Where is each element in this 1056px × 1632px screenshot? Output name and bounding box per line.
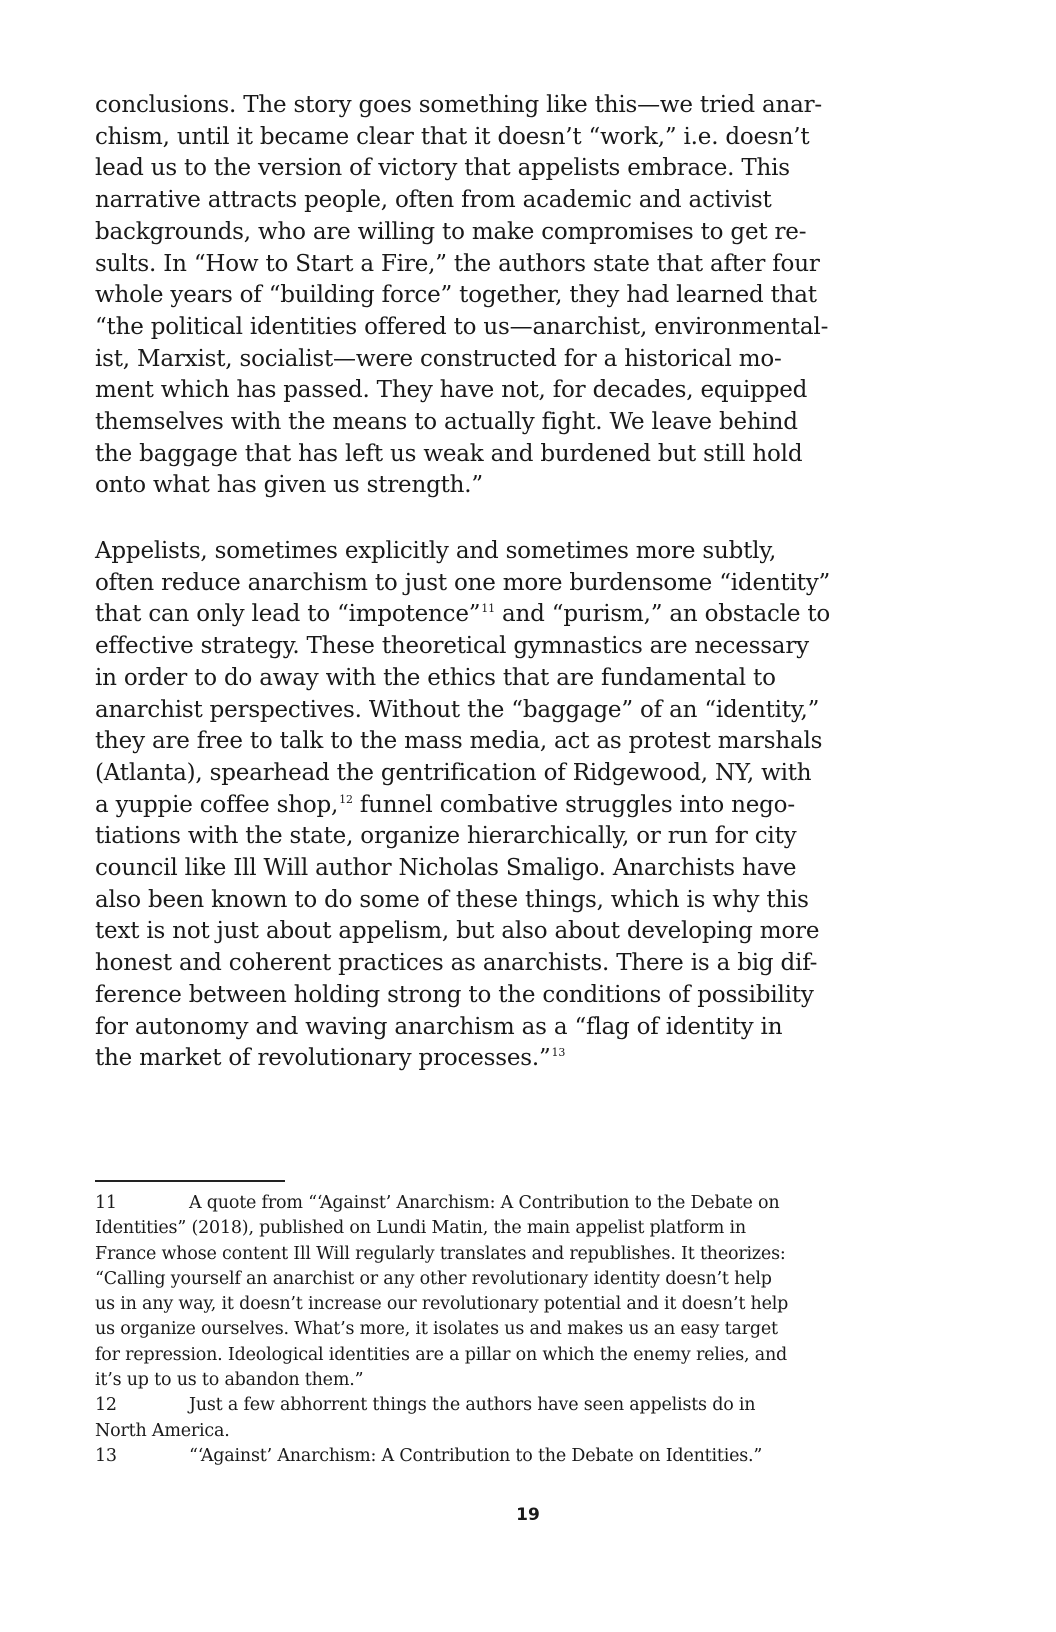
- text-segment: and “purism,” an obstacle to: [494, 601, 831, 628]
- footnote-line: [95, 1191, 895, 1216]
- text-line: they are free to talk to the mass media, act as protest marshals: [95, 728, 823, 755]
- text-line: council like Ill Will author Nicholas Smaligo. Anarchists have: [95, 855, 797, 882]
- footnotes-section: [95, 1191, 895, 1469]
- footnote-text: A quote from “‘Against’ Anarchism: A Contribution to the Debate on: [189, 1193, 780, 1213]
- page-number: 19: [516, 1505, 540, 1525]
- text-line: ference between holding strong to the conditions of possibility: [95, 981, 814, 1008]
- text-segment: that can only lead to “impotence”: [95, 601, 481, 628]
- footnote-line: France whose content Ill Will regularly translates and republishes. It theorizes:: [95, 1243, 786, 1264]
- footnote-number: 11: [95, 1193, 117, 1213]
- text-line: the baggage that has left us weak and burdened but still hold: [95, 440, 803, 467]
- text-line: narrative attracts people, often from academic and activist: [95, 187, 772, 214]
- footnote-line: for repression. Ideological identities are a pillar on which the enemy relies, and: [95, 1344, 788, 1365]
- text-line: in order to do away with the ethics that are fundamental to: [95, 664, 776, 691]
- text-line: chism, until it became clear that it doesn’t “work,” i.e. doesn’t: [95, 123, 810, 150]
- footnote-line: Identities” (2018), published on Lundi Matin, the main appelist platform in: [95, 1218, 746, 1239]
- footnote-ref-12[interactable]: 12: [339, 792, 353, 806]
- text-line: also been known to do some of these things, which is why this: [95, 886, 809, 913]
- text-segment: a yuppie coffee shop,: [95, 791, 339, 818]
- footnote-divider: [95, 1180, 285, 1182]
- footnote-text: Just a few abhorrent things the authors have seen appelists do in: [189, 1395, 756, 1416]
- footnote-ref-13[interactable]: 13: [551, 1046, 566, 1060]
- footnote-12: [95, 1393, 895, 1444]
- text-line: Appelists, sometimes explicitly and sometimes more subtly,: [95, 538, 777, 564]
- text-line: often reduce anarchism to just one more burdensome “identity”: [95, 569, 831, 596]
- text-line: onto what has given us strength.”: [95, 472, 483, 499]
- text-line: whole years of “building force” together, they had learned that: [95, 282, 817, 309]
- footnote-13: [95, 1444, 895, 1469]
- footnote-number: 12: [95, 1395, 117, 1416]
- text-line: for autonomy and waving anarchism as a “flag of identity in: [95, 1013, 783, 1040]
- text-segment: funnel combative struggles into nego-: [352, 791, 795, 818]
- text-line: themselves with the means to actually fight. We leave behind: [95, 409, 798, 436]
- text-line-with-footnote-ref: [95, 599, 895, 631]
- text-line: text is not just about appelism, but also about developing more: [95, 918, 820, 945]
- footnote-line: us in any way, it doesn’t increase our revolutionary potential and it doesn’t help: [95, 1294, 789, 1315]
- footnote-11: [95, 1191, 895, 1393]
- text-line: ment which has passed. They have not, for decades, equipped: [95, 377, 808, 404]
- footnote-line: [95, 1444, 895, 1469]
- text-line: lead us to the version of victory that appelists embrace. This: [95, 155, 790, 182]
- text-line: sults. In “How to Start a Fire,” the authors state that after four: [95, 250, 820, 277]
- footnote-line: North America.: [95, 1420, 230, 1441]
- footnote-line: us organize ourselves. What’s more, it isolates us and makes us an easy target: [95, 1319, 778, 1340]
- text-line: tiations with the state, organize hierarchically, or run for city: [95, 823, 797, 850]
- text-segment: the market of revolutionary processes.”: [95, 1045, 551, 1072]
- body-paragraph: [95, 90, 895, 502]
- footnote-ref-11[interactable]: 11: [481, 602, 495, 616]
- footnote-line: it’s up to us to abandon them.”: [95, 1370, 364, 1391]
- text-line-with-footnote-ref: [95, 790, 895, 822]
- text-line: (Atlanta), spearhead the gentrification of Ridgewood, NY, with: [95, 759, 812, 786]
- footnote-text: “‘Against’ Anarchism: A Contribution to the Debate on Identities.”: [189, 1445, 763, 1466]
- text-line: effective strategy. These theoretical gymnastics are necessary: [95, 633, 809, 660]
- text-line: ist, Marxist, socialist—were constructed for a historical mo-: [95, 345, 782, 372]
- footnote-number: 13: [95, 1445, 117, 1466]
- text-line: honest and coherent practices as anarchists. There is a big dif-: [95, 950, 818, 977]
- text-line: backgrounds, who are willing to make compromises to get re-: [95, 218, 807, 245]
- text-line: anarchist perspectives. Without the “baggage” of an “identity,”: [95, 696, 820, 723]
- text-line: conclusions. The story goes something like this—we tried anar-: [95, 92, 822, 118]
- footnote-line: [95, 1393, 895, 1418]
- footnote-line: “Calling yourself an anarchist or any other revolutionary identity doesn’t help: [95, 1268, 772, 1289]
- body-paragraph: [95, 536, 895, 1075]
- text-line: “the political identities offered to us—anarchist, environmental-: [95, 313, 829, 340]
- text-line-with-footnote-ref: [95, 1043, 895, 1075]
